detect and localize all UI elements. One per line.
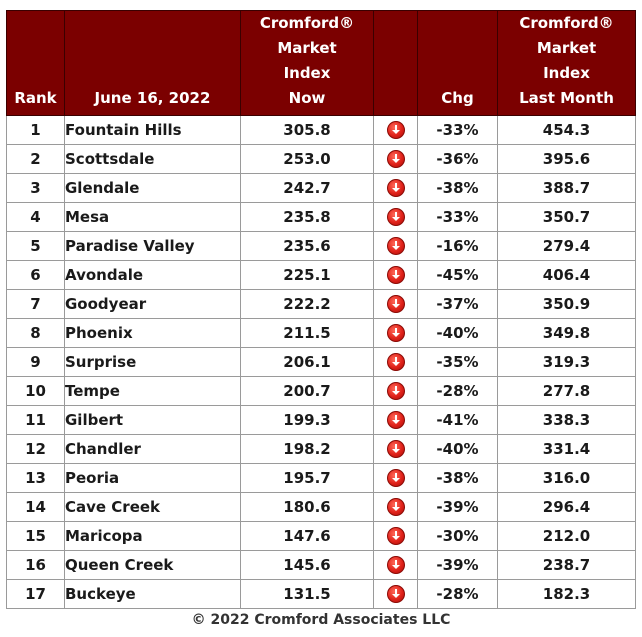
header-last-month-line: Market [536, 39, 597, 57]
header-index-last-month [498, 11, 636, 116]
table-row [7, 116, 636, 145]
down-arrow-icon [387, 179, 405, 197]
indicator-cell [374, 203, 418, 232]
table-row [7, 232, 636, 261]
rank-cell: 10 [7, 377, 65, 406]
change-cell: -30% [418, 522, 498, 551]
index-last-month-cell: 349.8 [498, 319, 636, 348]
down-arrow-icon [387, 208, 405, 226]
change-cell: -41% [418, 406, 498, 435]
header-index-now-line: Cromford® [259, 14, 355, 32]
index-last-month-cell: 350.9 [498, 290, 636, 319]
indicator-cell [374, 580, 418, 609]
rank-cell: 7 [7, 290, 65, 319]
change-cell: -36% [418, 145, 498, 174]
change-cell: -38% [418, 464, 498, 493]
index-last-month-cell: 279.4 [498, 232, 636, 261]
down-arrow-icon [387, 498, 405, 516]
index-now-cell: 235.8 [241, 203, 374, 232]
table-row [7, 580, 636, 609]
city-name-cell: Cave Creek [65, 493, 241, 522]
table-row [7, 522, 636, 551]
down-arrow-icon [387, 556, 405, 574]
table-row [7, 406, 636, 435]
indicator-cell [374, 464, 418, 493]
down-arrow-icon [387, 121, 405, 139]
down-arrow-icon [387, 585, 405, 603]
indicator-cell [374, 377, 418, 406]
market-index-table [6, 10, 636, 609]
down-arrow-icon [387, 382, 405, 400]
header-index-now-line: Now [288, 89, 326, 107]
index-now-cell: 200.7 [241, 377, 374, 406]
rank-cell: 9 [7, 348, 65, 377]
index-now-cell: 211.5 [241, 319, 374, 348]
index-now-cell: 180.6 [241, 493, 374, 522]
index-last-month-cell: 454.3 [498, 116, 636, 145]
rank-cell: 16 [7, 551, 65, 580]
table-body [7, 116, 636, 609]
city-name-cell: Avondale [65, 261, 241, 290]
city-name-cell: Paradise Valley [65, 232, 241, 261]
down-arrow-icon [387, 266, 405, 284]
down-arrow-icon [387, 411, 405, 429]
city-name-cell: Surprise [65, 348, 241, 377]
table-row [7, 493, 636, 522]
header-date: June 16, 2022 [65, 11, 241, 116]
table-row [7, 261, 636, 290]
indicator-cell [374, 116, 418, 145]
change-cell: -35% [418, 348, 498, 377]
table-row [7, 464, 636, 493]
index-now-cell: 253.0 [241, 145, 374, 174]
change-cell: -37% [418, 290, 498, 319]
change-cell: -33% [418, 203, 498, 232]
city-name-cell: Phoenix [65, 319, 241, 348]
down-arrow-icon [387, 324, 405, 342]
table-row [7, 174, 636, 203]
change-cell: -39% [418, 493, 498, 522]
city-name-cell: Tempe [65, 377, 241, 406]
table-row [7, 435, 636, 464]
city-name-cell: Mesa [65, 203, 241, 232]
down-arrow-icon [387, 150, 405, 168]
index-last-month-cell: 316.0 [498, 464, 636, 493]
city-name-cell: Queen Creek [65, 551, 241, 580]
city-name-cell: Chandler [65, 435, 241, 464]
down-arrow-icon [387, 469, 405, 487]
change-cell: -16% [418, 232, 498, 261]
index-now-cell: 145.6 [241, 551, 374, 580]
rank-cell: 1 [7, 116, 65, 145]
index-last-month-cell: 182.3 [498, 580, 636, 609]
index-now-cell: 199.3 [241, 406, 374, 435]
indicator-cell [374, 145, 418, 174]
index-last-month-cell: 296.4 [498, 493, 636, 522]
index-last-month-cell: 238.7 [498, 551, 636, 580]
change-cell: -45% [418, 261, 498, 290]
indicator-cell [374, 435, 418, 464]
index-now-cell: 206.1 [241, 348, 374, 377]
city-name-cell: Goodyear [65, 290, 241, 319]
city-name-cell: Fountain Hills [65, 116, 241, 145]
down-arrow-icon [387, 295, 405, 313]
down-arrow-icon [387, 527, 405, 545]
rank-cell: 4 [7, 203, 65, 232]
index-last-month-cell: 331.4 [498, 435, 636, 464]
rank-cell: 2 [7, 145, 65, 174]
header-last-month-line: Last Month [519, 89, 614, 107]
header-index-now [241, 11, 374, 116]
indicator-cell [374, 522, 418, 551]
index-now-cell: 195.7 [241, 464, 374, 493]
city-name-cell: Maricopa [65, 522, 241, 551]
rank-cell: 3 [7, 174, 65, 203]
index-last-month-cell: 212.0 [498, 522, 636, 551]
rank-cell: 11 [7, 406, 65, 435]
header-row [7, 11, 636, 116]
table-row [7, 203, 636, 232]
header-chg: Chg [418, 11, 498, 116]
header-indicator [374, 11, 418, 116]
header-rank: Rank [7, 11, 65, 116]
index-last-month-cell: 338.3 [498, 406, 636, 435]
header-last-month-line: Index [543, 64, 590, 82]
indicator-cell [374, 174, 418, 203]
change-cell: -39% [418, 551, 498, 580]
rank-cell: 17 [7, 580, 65, 609]
city-name-cell: Glendale [65, 174, 241, 203]
index-now-cell: 131.5 [241, 580, 374, 609]
index-now-cell: 198.2 [241, 435, 374, 464]
indicator-cell [374, 493, 418, 522]
down-arrow-icon [387, 237, 405, 255]
rank-cell: 12 [7, 435, 65, 464]
indicator-cell [374, 261, 418, 290]
city-name-cell: Buckeye [65, 580, 241, 609]
index-now-cell: 222.2 [241, 290, 374, 319]
indicator-cell [374, 232, 418, 261]
change-cell: -38% [418, 174, 498, 203]
city-name-cell: Gilbert [65, 406, 241, 435]
down-arrow-icon [387, 440, 405, 458]
copyright-footer: © 2022 Cromford Associates LLC [191, 612, 451, 628]
index-last-month-cell: 277.8 [498, 377, 636, 406]
rank-cell: 8 [7, 319, 65, 348]
rank-cell: 14 [7, 493, 65, 522]
index-now-cell: 235.6 [241, 232, 374, 261]
rank-cell: 5 [7, 232, 65, 261]
city-name-cell: Peoria [65, 464, 241, 493]
indicator-cell [374, 551, 418, 580]
table-row [7, 348, 636, 377]
rank-cell: 13 [7, 464, 65, 493]
table-row [7, 551, 636, 580]
index-now-cell: 225.1 [241, 261, 374, 290]
table-row [7, 377, 636, 406]
table-row [7, 319, 636, 348]
down-arrow-icon [387, 353, 405, 371]
header-index-now-line: Index [283, 64, 331, 82]
index-now-cell: 147.6 [241, 522, 374, 551]
table-row [7, 145, 636, 174]
rank-cell: 6 [7, 261, 65, 290]
change-cell: -40% [418, 319, 498, 348]
index-last-month-cell: 388.7 [498, 174, 636, 203]
index-last-month-cell: 350.7 [498, 203, 636, 232]
rank-cell: 15 [7, 522, 65, 551]
indicator-cell [374, 290, 418, 319]
index-now-cell: 305.8 [241, 116, 374, 145]
header-last-month-line: Cromford® [519, 14, 614, 32]
change-cell: -33% [418, 116, 498, 145]
header-index-now-line: Market [277, 39, 337, 57]
change-cell: -28% [418, 377, 498, 406]
indicator-cell [374, 348, 418, 377]
indicator-cell [374, 406, 418, 435]
indicator-cell [374, 319, 418, 348]
index-last-month-cell: 406.4 [498, 261, 636, 290]
city-name-cell: Scottsdale [65, 145, 241, 174]
change-cell: -28% [418, 580, 498, 609]
index-last-month-cell: 395.6 [498, 145, 636, 174]
index-now-cell: 242.7 [241, 174, 374, 203]
change-cell: -40% [418, 435, 498, 464]
table-row [7, 290, 636, 319]
index-last-month-cell: 319.3 [498, 348, 636, 377]
